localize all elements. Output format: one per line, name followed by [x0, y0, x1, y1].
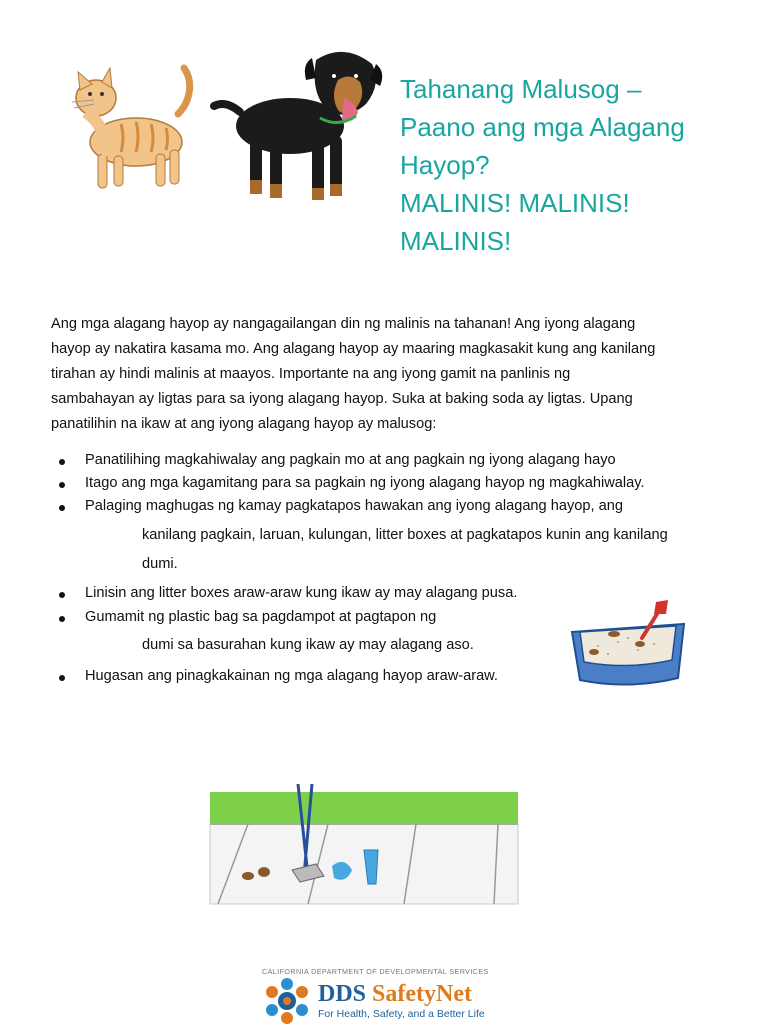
title-line: Hayop? — [400, 150, 490, 180]
logo-dds: DDS — [318, 981, 367, 1007]
title-line: Paano ang mga Alagang — [400, 112, 685, 142]
page-title — [400, 70, 750, 260]
list-item-text: kanilang pagkain, laruan, kulungan, litter boxes at pagkatapos kunin ang kanilang — [142, 527, 668, 543]
title-line: MALINIS! — [400, 226, 512, 256]
list-item-continuation: dumi. — [142, 556, 178, 572]
list-item-text: Itago ang mga kagamitang para sa pagkain ng iyong alagang hayop ng magkahiwalay. — [85, 475, 645, 491]
intro-line: panatilihin na ikaw at ang iyong alagang hayop ay malusog: — [51, 416, 437, 432]
list-item-text: Palaging maghugas ng kamay pagkatapos hawakan ang iyong alagang hayop, ang — [85, 498, 623, 514]
intro-line: hayop ay nakatira kasama mo. Ang alagang hayop ay maaring magkasakit kung ang kanilang — [51, 341, 656, 357]
cat-illustration — [66, 62, 194, 196]
list-item-text: Hugasan ang pinagkakainan ng mga alagang hayop araw-araw. — [85, 668, 498, 684]
bullet-dot-icon — [59, 675, 65, 681]
bullet-dot-icon — [59, 459, 65, 465]
list-item-continuation — [142, 527, 740, 543]
intro-line: Ang mga alagang hayop ay nangagailangan din ng malinis na tahanan! Ang iyong alagang — [51, 316, 636, 332]
logo-name — [318, 981, 472, 1008]
dds-flower-logo-icon — [262, 978, 312, 1024]
title-line: Tahanang Malusog – — [400, 74, 642, 104]
intro-paragraph — [51, 312, 721, 437]
intro-line: sambahayan ay ligtas para sa iyong alagang hayop. Suka at baking soda ay ligtas. Upang — [51, 391, 633, 407]
logo-department: CALIFORNIA DEPARTMENT OF DEVELOPMENTAL SERVICES — [262, 967, 489, 976]
bullet-dot-icon — [59, 482, 65, 488]
list-item-text: Gumamit ng plastic bag sa pagdampot at pagtapon ng — [85, 609, 437, 625]
logo-safetynet: SafetyNet — [372, 981, 472, 1007]
logo-tagline: For Health, Safety, and a Better Life — [318, 1008, 485, 1020]
bullet-dot-icon — [59, 592, 65, 598]
list-item-continuation: dumi sa basurahan kung ikaw ay may alagang aso. — [142, 637, 474, 653]
list-item-text: Linisin ang litter boxes araw-araw kung ikaw ay may alagang pusa. — [85, 585, 518, 601]
dog-illustration — [208, 40, 384, 210]
title-line: MALINIS! MALINIS! — [400, 188, 630, 218]
intro-line: tirahan ay hindi malinis at maayos. Importante na ang iyong gamit na panlinis ng — [51, 366, 571, 382]
bullet-dot-icon — [59, 616, 65, 622]
list-item-text: Panatilihing magkahiwalay ang pagkain mo at ang pagkain ng iyong alagang hayo — [85, 452, 616, 468]
sidewalk-cleanup-illustration — [208, 780, 520, 905]
litter-box-illustration — [568, 598, 688, 690]
bullet-dot-icon — [59, 505, 65, 511]
